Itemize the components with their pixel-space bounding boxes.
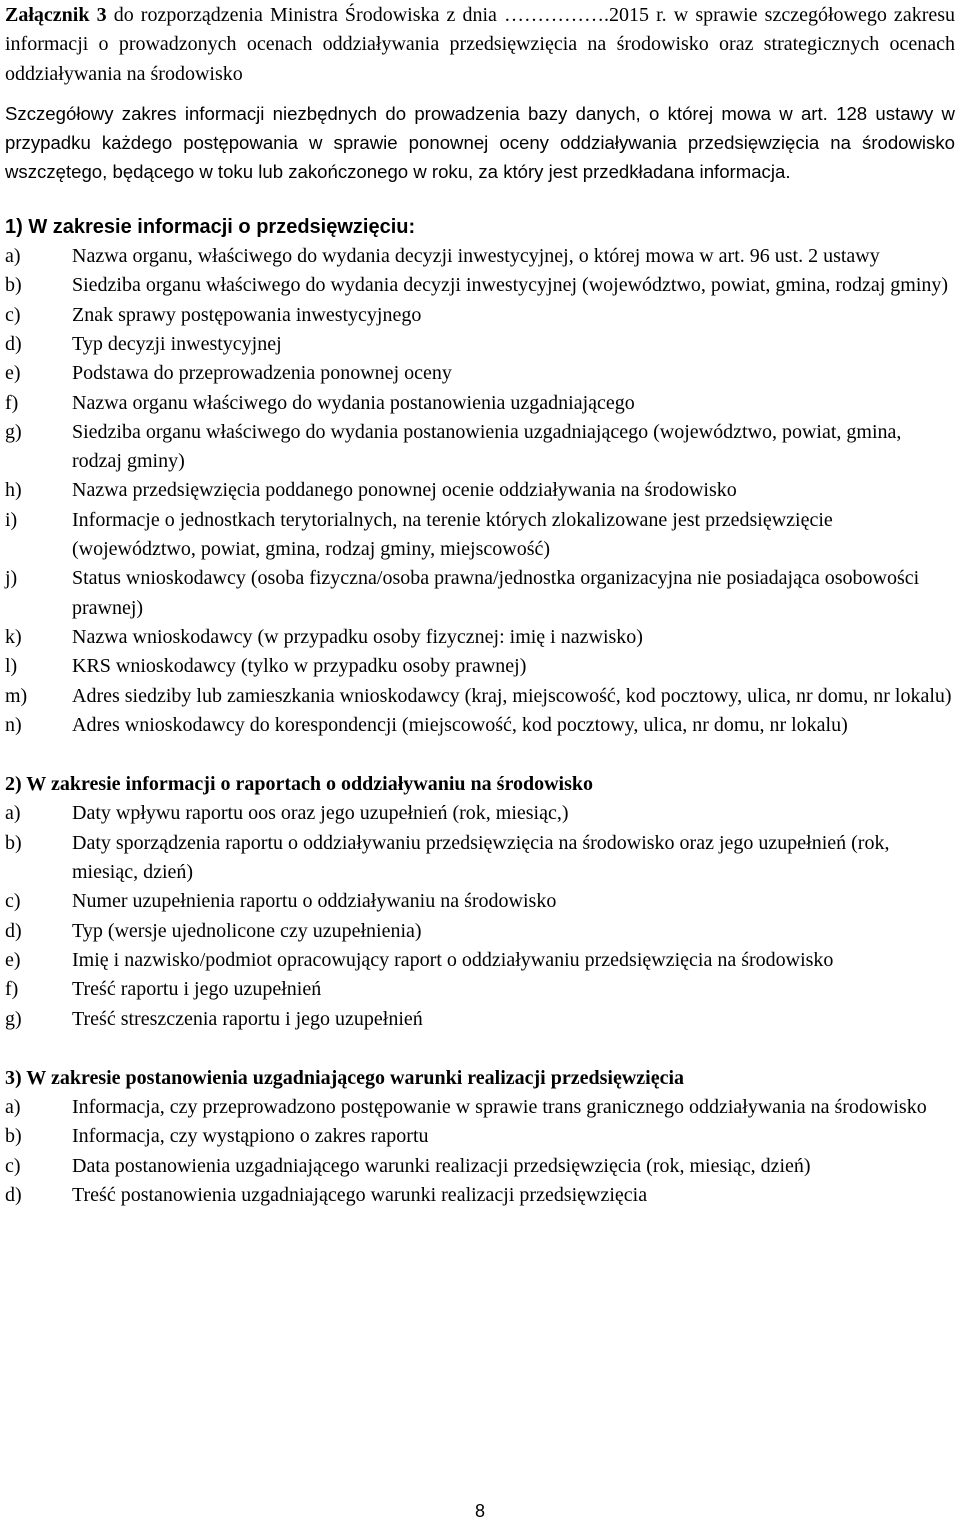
list-item — [5, 301, 955, 330]
regulation-reference: do rozporządzenia Ministra Środowiska z dnia …………….2015 r. w sprawie szczegółowego zakresu informacji o prowadzonych ocenach oddziaływania przedsięwzięcia na środowisko oraz strategicznych ocenach oddziaływania na środowisko — [5, 4, 956, 85]
item-letter: j) — [5, 567, 18, 590]
item-letter: c) — [5, 1154, 21, 1177]
item-text: Treść streszczenia raportu i jego uzupełnień — [72, 1007, 423, 1030]
item-text: Daty wpływu raportu oos oraz jego uzupełnień (rok, miesiąc,) — [72, 802, 569, 825]
item-text: Typ decyzji inwestycyjnej — [72, 332, 282, 355]
page-number: 8 — [474, 1501, 485, 1521]
item-text: Nazwa organu, właściwego do wydania decyzji inwestycyjnej, o której mowa w art. 96 ust. 2 ustawy — [72, 245, 880, 268]
item-letter: f) — [5, 391, 19, 414]
list-item — [5, 1181, 955, 1210]
item-text: Adres siedziby lub zamieszkania wnioskodawcy (kraj, miejscowość, kod pocztowy, ulica, nr domu, nr lokalu) — [72, 684, 952, 707]
item-text: Nazwa przedsięwzięcia poddanego ponownej ocenie oddziaływania na środowisko — [72, 479, 737, 502]
item-letter: b) — [5, 831, 22, 854]
item-letter: g) — [5, 420, 22, 443]
section-2-list — [5, 799, 955, 1033]
item-text: Data postanowienia uzgadniającego warunki realizacji przedsięwzięcia (rok, miesiąc, dzień) — [72, 1154, 811, 1177]
list-item — [5, 1152, 955, 1181]
list-item — [5, 242, 955, 271]
item-text: Siedziba organu właściwego do wydania decyzji inwestycyjnej (województwo, powiat, gmina, rodzaj gminy) — [72, 274, 949, 297]
item-letter: a) — [5, 1096, 21, 1119]
section-3 — [5, 1064, 955, 1210]
item-letter: f) — [5, 978, 19, 1001]
section-1-title: 1) W zakresie informacji o przedsięwzięciu: — [5, 215, 416, 238]
item-text: Imię i nazwisko/podmiot opracowujący raport o oddziaływaniu przedsięwzięcia na środowisko — [72, 948, 834, 971]
intro-paragraph: Szczegółowy zakres informacji niezbędnych do prowadzenia bazy danych, o której mowa w art. 128 ustawy w przypadku każdego postępowania w sprawie ponownej oceny oddziaływania przedsięwzięcia na środowisko wszczętego, będącego w toku lub zakończonego w roku, za który jest przedkładana informacja. — [5, 102, 955, 183]
list-item — [5, 330, 955, 359]
section-1-list — [5, 242, 955, 740]
item-letter: g) — [5, 1007, 22, 1030]
item-letter: c) — [5, 890, 21, 913]
list-item — [5, 623, 955, 652]
item-text: Informacja, czy przeprowadzono postępowanie w sprawie trans granicznego oddziaływania na środowisko — [72, 1096, 927, 1119]
list-item — [5, 1005, 955, 1034]
item-letter: n) — [5, 713, 22, 736]
item-letter: e) — [5, 362, 21, 385]
item-text: Daty sporządzenia raportu o oddziaływaniu przedsięwzięcia na środowisko oraz jego uzupełnień (rok, miesiąc, dzień) — [72, 831, 890, 884]
item-letter: h) — [5, 479, 22, 502]
item-text: Adres wnioskodawcy do korespondencji (miejscowość, kod pocztowy, ulica, nr domu, nr lokalu) — [72, 713, 848, 736]
section-1 — [5, 213, 955, 740]
list-item — [5, 711, 955, 740]
item-letter: a) — [5, 245, 21, 268]
item-text: Informacje o jednostkach terytorialnych, na terenie których zlokalizowane jest przedsięwzięcie (województwo, powiat, gmina, rodzaj gminy, miejscowość) — [72, 508, 833, 561]
item-text: KRS wnioskodawcy (tylko w przypadku osoby prawnej) — [72, 655, 527, 678]
item-letter: d) — [5, 1183, 22, 1206]
item-letter: c) — [5, 303, 21, 326]
document-page — [5, 1, 955, 1210]
item-letter: k) — [5, 625, 22, 648]
list-item — [5, 917, 955, 946]
item-letter: i) — [5, 508, 18, 531]
item-text: Numer uzupełnienia raportu o oddziaływaniu na środowisko — [72, 890, 557, 913]
section-2 — [5, 770, 955, 1034]
item-text: Informacja, czy wystąpiono o zakres raportu — [72, 1125, 429, 1148]
list-item — [5, 975, 955, 1004]
list-item — [5, 1093, 955, 1122]
section-3-title: 3) W zakresie postanowienia uzgadniającego warunki realizacji przedsięwzięcia — [5, 1066, 685, 1089]
list-item — [5, 564, 955, 623]
list-item — [5, 1122, 955, 1151]
list-item — [5, 359, 955, 388]
item-text: Treść postanowienia uzgadniającego warunki realizacji przedsięwzięcia — [72, 1183, 648, 1206]
list-item — [5, 829, 955, 888]
item-text: Treść raportu i jego uzupełnień — [72, 978, 322, 1001]
item-letter: b) — [5, 274, 22, 297]
item-letter: b) — [5, 1125, 22, 1148]
list-item — [5, 799, 955, 828]
annex-title: Załącznik 3 — [5, 4, 107, 26]
document-header — [5, 1, 955, 89]
item-letter: d) — [5, 919, 22, 942]
item-text: Znak sprawy postępowania inwestycyjnego — [72, 303, 422, 326]
item-letter: e) — [5, 948, 21, 971]
item-letter: a) — [5, 802, 21, 825]
list-item — [5, 682, 955, 711]
section-3-list — [5, 1093, 955, 1210]
list-item — [5, 271, 955, 300]
list-item — [5, 506, 955, 565]
item-text: Nazwa organu właściwego do wydania postanowienia uzgadniającego — [72, 391, 635, 414]
item-text: Status wnioskodawcy (osoba fizyczna/osoba prawna/jednostka organizacyjna nie posiadająca osobowości prawnej) — [72, 567, 920, 619]
list-item — [5, 418, 955, 477]
item-letter: l) — [5, 655, 18, 678]
list-item — [5, 389, 955, 418]
item-text: Nazwa wnioskodawcy (w przypadku osoby fizycznej: imię i nazwisko) — [72, 625, 643, 648]
section-2-title: 2) W zakresie informacji o raportach o oddziaływaniu na środowisko — [5, 773, 593, 796]
item-letter: m) — [5, 684, 28, 707]
list-item — [5, 887, 955, 916]
list-item — [5, 946, 955, 975]
list-item — [5, 476, 955, 505]
item-text: Siedziba organu właściwego do wydania postanowienia uzgadniającego (województwo, powiat, gmina, rodzaj gminy) — [72, 420, 902, 473]
item-text: Typ (wersje ujednolicone czy uzupełnienia) — [72, 919, 422, 942]
item-letter: d) — [5, 332, 22, 355]
item-text: Podstawa do przeprowadzenia ponownej oceny — [72, 362, 452, 385]
list-item — [5, 652, 955, 681]
